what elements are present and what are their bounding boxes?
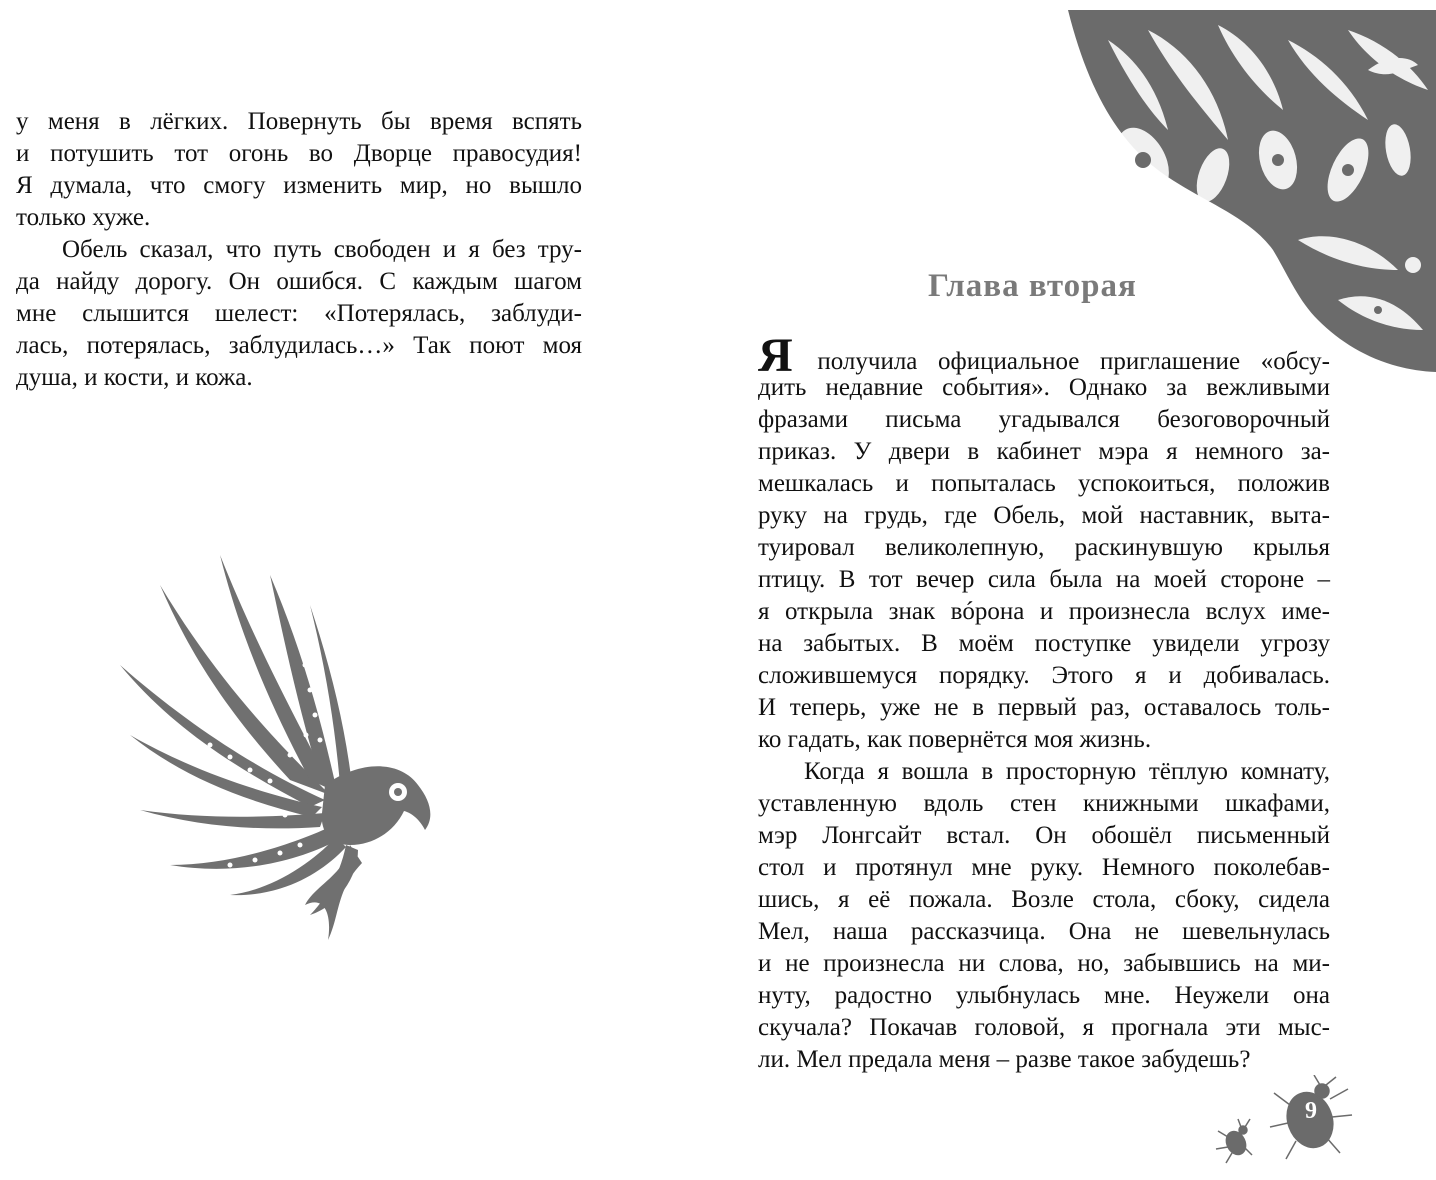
text-line: Я думала, что смогу изменить мир, но вышло xyxy=(16,172,582,199)
right-page xyxy=(718,0,1436,1180)
text-line: фразами письма угадывался безоговорочный xyxy=(758,406,1330,433)
text-line: скучала? Покачав головой, я прогнала эти мыс- xyxy=(758,1014,1330,1041)
text-line: ко гадать, как повернётся моя жизнь. xyxy=(758,726,1152,753)
text-line: и не произнесла ни слова, но, забывшись на ми- xyxy=(758,950,1330,977)
beetle-icon xyxy=(1208,1075,1368,1170)
text-line: мешкалась и попыталась успокоиться, положив xyxy=(758,470,1330,497)
text-line: приказ. У двери в кабинет мэра я немного за- xyxy=(758,438,1330,465)
text-line: птицу. В тот вечер сила была на моей стороне – xyxy=(758,566,1330,593)
text-line: руку на грудь, где Обель, мой наставник, выта- xyxy=(758,502,1330,529)
text-line: я открыла знак вóрона и произнесла вслух име- xyxy=(758,598,1330,625)
text-line: на забытых. В моём поступке увидели угрозу xyxy=(758,630,1330,657)
text-line: только хуже. xyxy=(16,204,151,231)
text-line: дить недавние события». Однако за вежливыми xyxy=(758,374,1330,401)
text-line: стол и протянул мне руку. Немного поколебав- xyxy=(758,854,1330,881)
text-line: туировал великолепную, раскинувшую крылья xyxy=(758,534,1330,561)
text-line: лась, потерялась, заблудилась…» Так поют моя xyxy=(16,332,582,359)
text-line: ли. Мел предала меня – разве такое забудешь? xyxy=(758,1046,1251,1073)
text-line: шись, я её пожала. Возле стола, сбоку, сидела xyxy=(758,886,1330,913)
text-line: и потушить тот огонь во Дворце правосудия! xyxy=(16,140,582,167)
chapter-title: Глава вторая xyxy=(928,268,1137,304)
text-line: нуту, радостно улыбнулась мне. Неужели она xyxy=(758,982,1330,1009)
text-line: И теперь, уже не в первый раз, оставалось толь- xyxy=(758,694,1330,721)
floral-ornament-icon xyxy=(1048,0,1436,372)
text-line: душа, и кости, и кожа. xyxy=(16,364,253,391)
text-line: да найду дорогу. Он ошибся. С каждым шагом xyxy=(16,268,582,295)
text-line: у меня в лёгких. Повернуть бы время вспять xyxy=(16,108,582,135)
page-number: 9 xyxy=(1305,1098,1317,1124)
text-line: мэр Лонгсайт встал. Он обошёл письменный xyxy=(758,822,1330,849)
text-line: сложившемуся порядку. Этого я и добивалась. xyxy=(758,662,1330,689)
text-line: Обель сказал, что путь свободен и я без тру- xyxy=(62,236,582,263)
drop-cap: Я xyxy=(758,329,793,382)
text-line: уставленную вдоль стен книжными шкафами, xyxy=(758,790,1330,817)
text-line: Мел, наша рассказчица. Она не шевельнулась xyxy=(758,918,1330,945)
raven-icon xyxy=(100,545,440,965)
text-line: получила официальное приглашение «обсу- xyxy=(817,348,1331,375)
text-line: Когда я вошла в просторную тёплую комнату, xyxy=(804,758,1330,785)
text-line: мне слышится шелест: «Потерялась, заблуди- xyxy=(16,300,582,327)
